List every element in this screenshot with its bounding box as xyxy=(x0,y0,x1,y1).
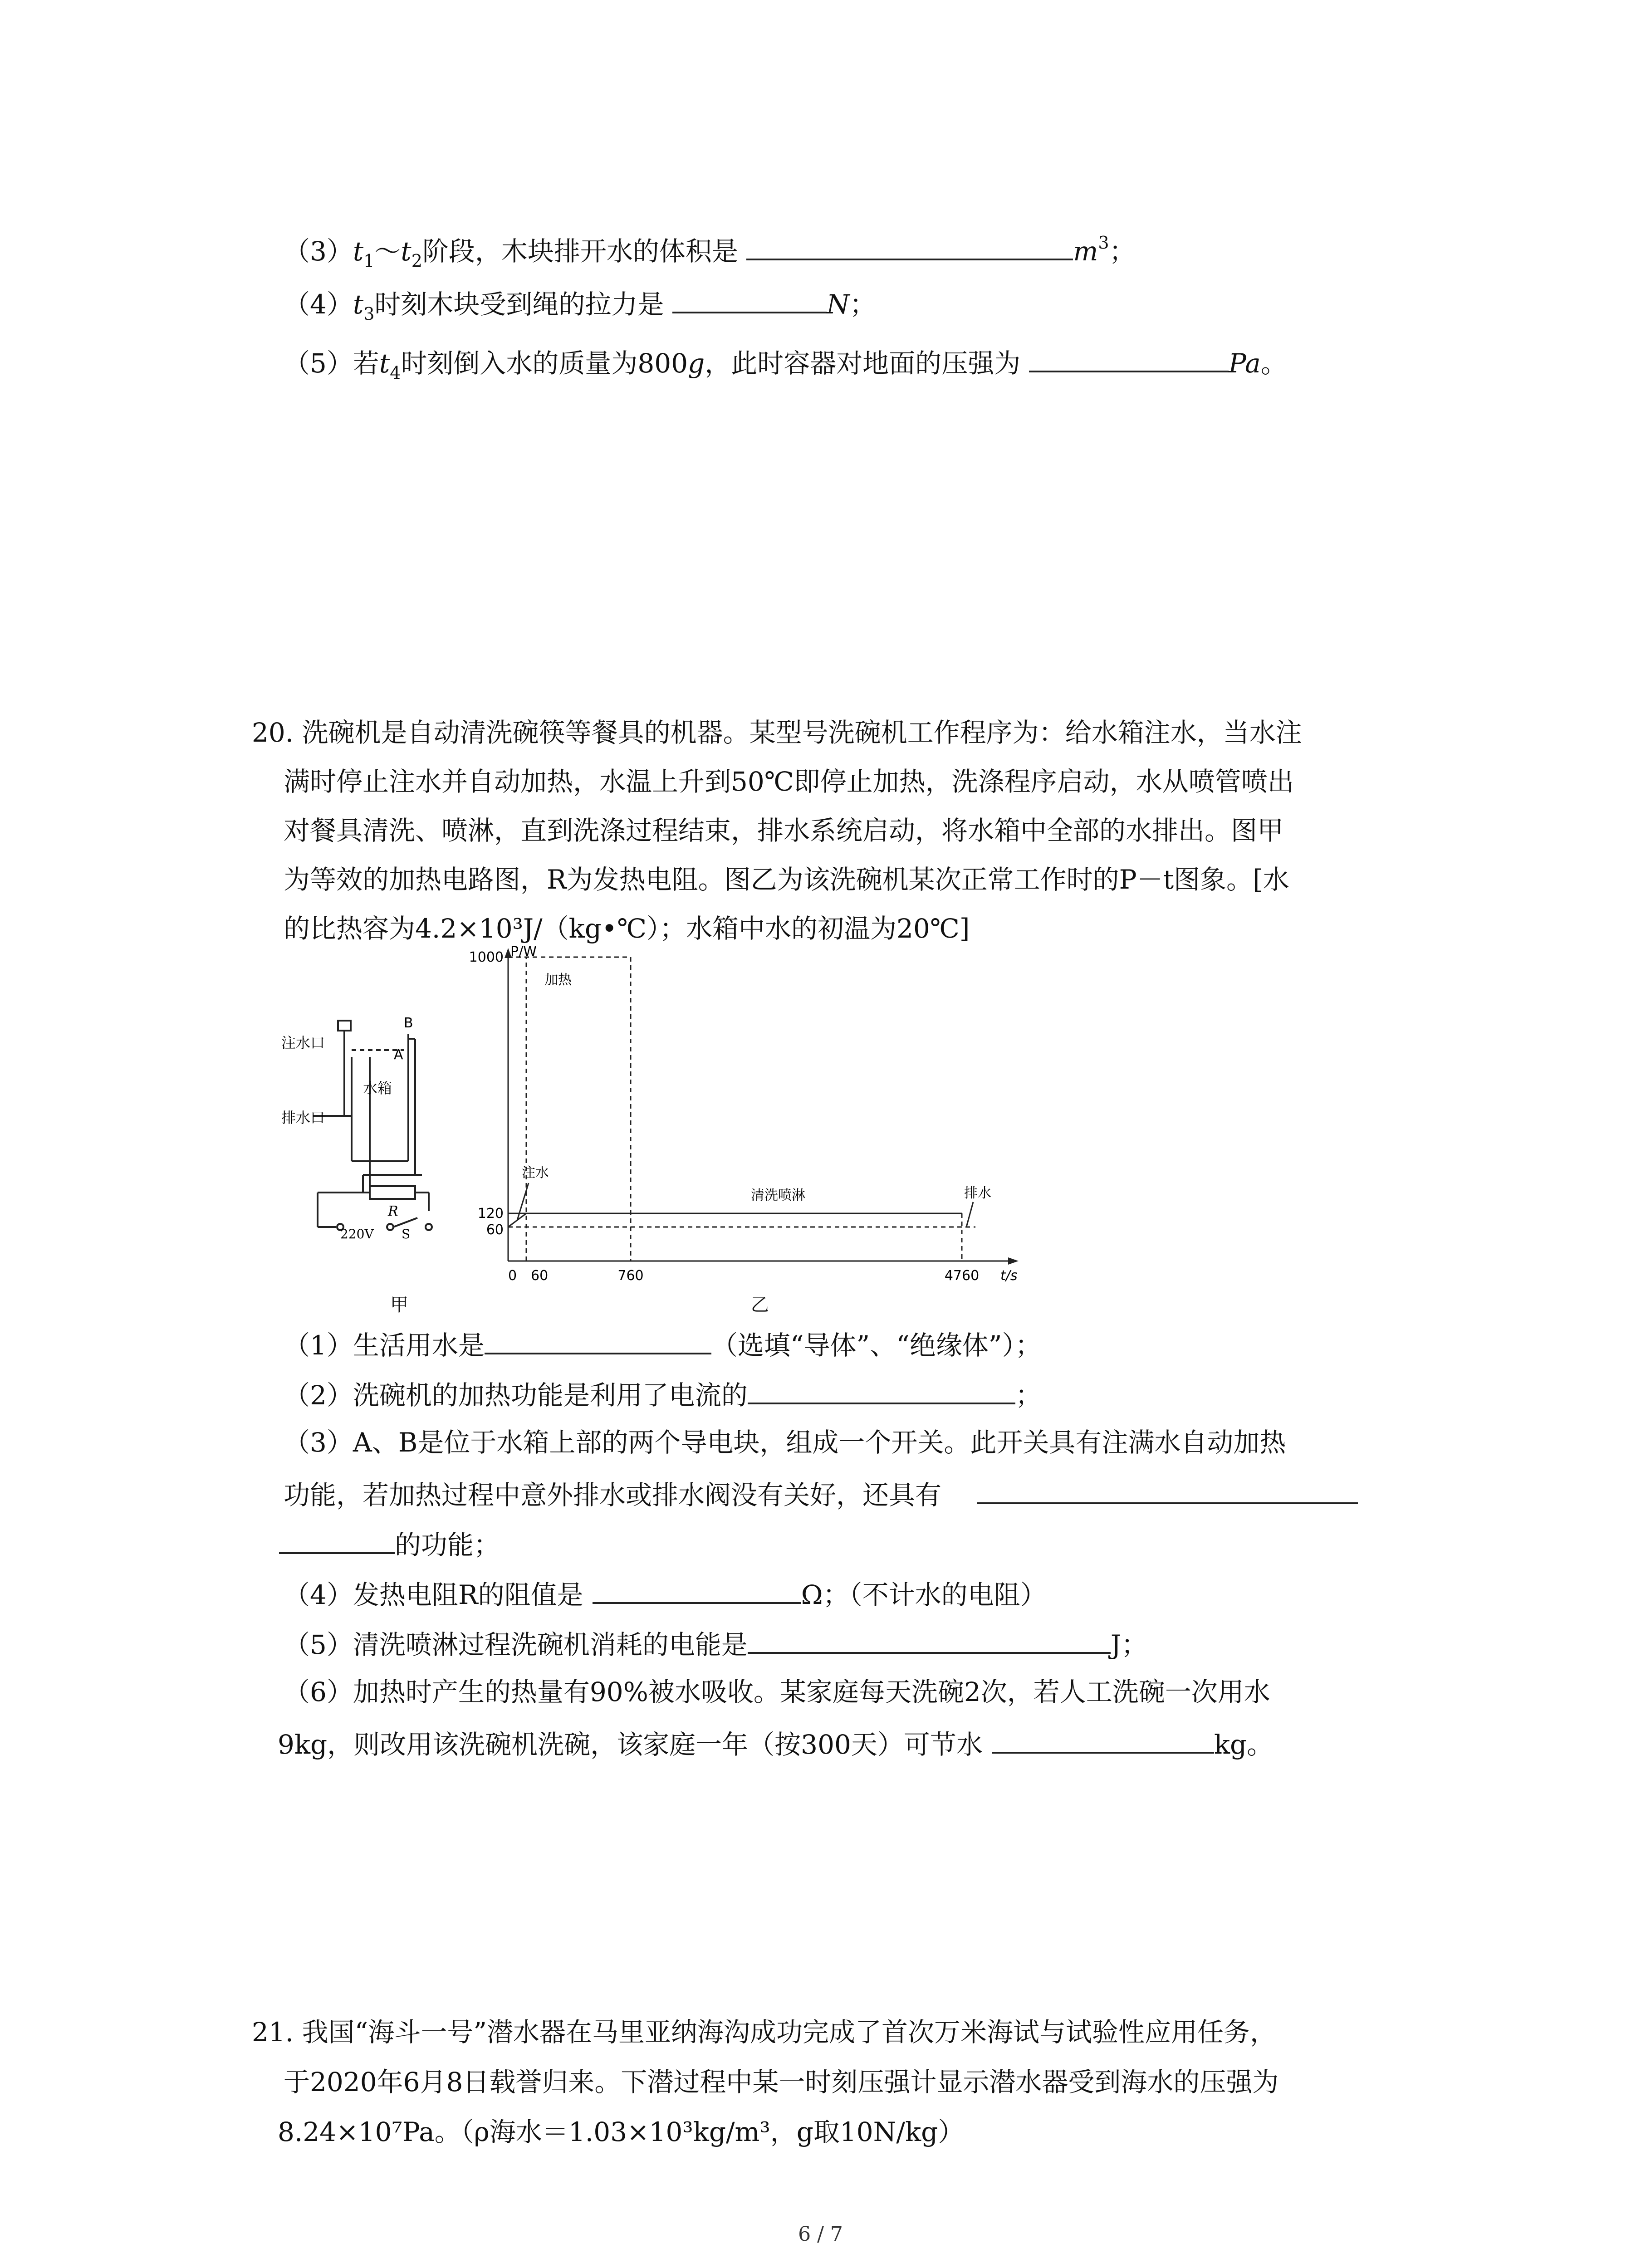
answer-blank[interactable] xyxy=(485,1325,711,1354)
answer-blank[interactable] xyxy=(593,1574,801,1604)
label-inlet: 注水口 xyxy=(281,1034,325,1051)
answer-blank[interactable] xyxy=(746,230,1073,260)
y-tick-label-1000: 1000 xyxy=(469,949,504,965)
q19-part3: $(3)t_1\sim t_2$阶段，木块排开水的体积是 $m^3$； xyxy=(284,225,1136,279)
x-tick-label-760: 760 xyxy=(617,1268,644,1284)
page-number: 6 / 7 xyxy=(798,2223,843,2246)
q20-stem-line-4: 为等效的加热电路图，R为发热电阻。图乙为该洗碗机某次正常工作时的P－t图象。[水 xyxy=(284,864,1289,895)
power-time-chart xyxy=(469,943,1043,1288)
answer-blank[interactable] xyxy=(748,1624,1111,1654)
q20-stem-line-2: 满时停止注水并自动加热，水温上升到50℃即停止加热，洗涤程序启动，水从喷管喷出 xyxy=(284,766,1294,797)
q19-part5: （5）若$t_4$时刻倒入水的质量为800g，此时容器对地面的压强为 Pa。 xyxy=(284,342,1287,391)
q20-stem-line-5: 的比热容为4.2×10³J/（kg•℃）；水箱中水的初温为20℃] xyxy=(284,913,970,944)
answer-blank[interactable] xyxy=(977,1474,1358,1504)
x-axis-label: t/s xyxy=(1000,1268,1018,1284)
heating-resistor xyxy=(370,1186,415,1199)
x-tick-label-60: 60 xyxy=(531,1268,549,1284)
label-R: R xyxy=(388,1203,398,1219)
y-tick-label-60: 60 xyxy=(486,1222,504,1238)
q21-line-1: 21. 我国“海斗一号”潜水器在马里亚纳海沟成功完成了首次万米海试与试验性应用任务， xyxy=(252,2017,1276,2048)
figure-caption-jia: 甲 xyxy=(390,1295,408,1315)
q20-part1: （1）生活用水是 （选填“导体”、“绝缘体”）； xyxy=(284,1325,1042,1364)
answer-blank[interactable] xyxy=(1029,342,1229,372)
answer-blank[interactable] xyxy=(672,284,827,313)
heating-circuit-diagram xyxy=(272,1012,490,1242)
label-switch: S xyxy=(402,1227,411,1242)
q20-part6-line1: （6）加热时产生的热量有90%被水吸收。某家庭每天洗碗2次，若人工洗碗一次用水 xyxy=(284,1677,1270,1707)
q20-part3-line2: 功能，若加热过程中意外排水或排水阀没有关好，还具有 xyxy=(284,1474,1358,1513)
label-B: B xyxy=(404,1015,413,1031)
annotation-draining-leader xyxy=(966,1202,973,1227)
q20-part5: （5）清洗喷淋过程洗碗机消耗的电能是 J； xyxy=(284,1624,1147,1663)
x-tick-label-4760: 4760 xyxy=(944,1268,980,1284)
label-A: A xyxy=(394,1047,403,1063)
y-tick-label-120: 120 xyxy=(477,1206,504,1222)
q20-stem-line-3: 对餐具清洗、喷淋，直到洗涤过程结束，排水系统启动，将水箱中全部的水排出。图甲 xyxy=(284,815,1284,846)
annotation-draining: 排水 xyxy=(964,1185,991,1201)
answer-blank[interactable] xyxy=(992,1724,1214,1754)
q19-part4: $(4)t_3$时刻木块受到绳的拉力是 N； xyxy=(284,284,876,332)
annotation-filling: 注水 xyxy=(522,1165,549,1181)
q20-stem-line-1: 20. 洗碗机是自动清洗碗筷等餐具的机器。某型号洗碗机工作程序为：给水箱注水，当水注 xyxy=(252,717,1302,748)
inlet-valve xyxy=(338,1021,351,1031)
switch xyxy=(393,1218,417,1227)
figure-caption-yi: 乙 xyxy=(751,1295,769,1315)
label-tank: 水箱 xyxy=(363,1080,392,1097)
x-tick-label-0: 0 xyxy=(508,1268,517,1284)
q20-part3-line1: （3）A、B是位于水箱上部的两个导电块，组成一个开关。此开关具有注满水自动加热 xyxy=(284,1427,1286,1458)
q20-part6-line2: 9kg，则改用该洗碗机洗碗，该家庭一年（按300天）可节水 kg。 xyxy=(278,1724,1273,1763)
q21-line-3: 8.24×10⁷Pa。（ρ海水＝1.03×10³kg/m³，g取10N/kg） xyxy=(278,2116,965,2147)
series-heat-block xyxy=(526,957,631,1261)
answer-blank[interactable] xyxy=(279,1524,395,1554)
q20-part2: （2）洗碗机的加热功能是利用了电流的 ； xyxy=(284,1374,1042,1413)
label-voltage: 220V xyxy=(340,1227,374,1242)
annotation-washing: 清洗喷淋 xyxy=(751,1188,805,1203)
q21-line-2: 于2020年6月8日载誉归来。下潜过程中某一时刻压强计显示潜水器受到海水的压强为 xyxy=(284,2067,1279,2097)
answer-blank[interactable] xyxy=(748,1374,1015,1404)
x-axis-arrow xyxy=(1008,1257,1019,1265)
annotation-heating: 加热 xyxy=(544,972,572,988)
y-axis-label: P/W xyxy=(510,944,537,960)
q20-part3-line3: 的功能； xyxy=(279,1524,500,1563)
q20-part4: （4）发热电阻R的阻值是 Ω；（不计水的电阻） xyxy=(284,1574,1047,1613)
label-outlet: 排水口 xyxy=(281,1109,325,1126)
